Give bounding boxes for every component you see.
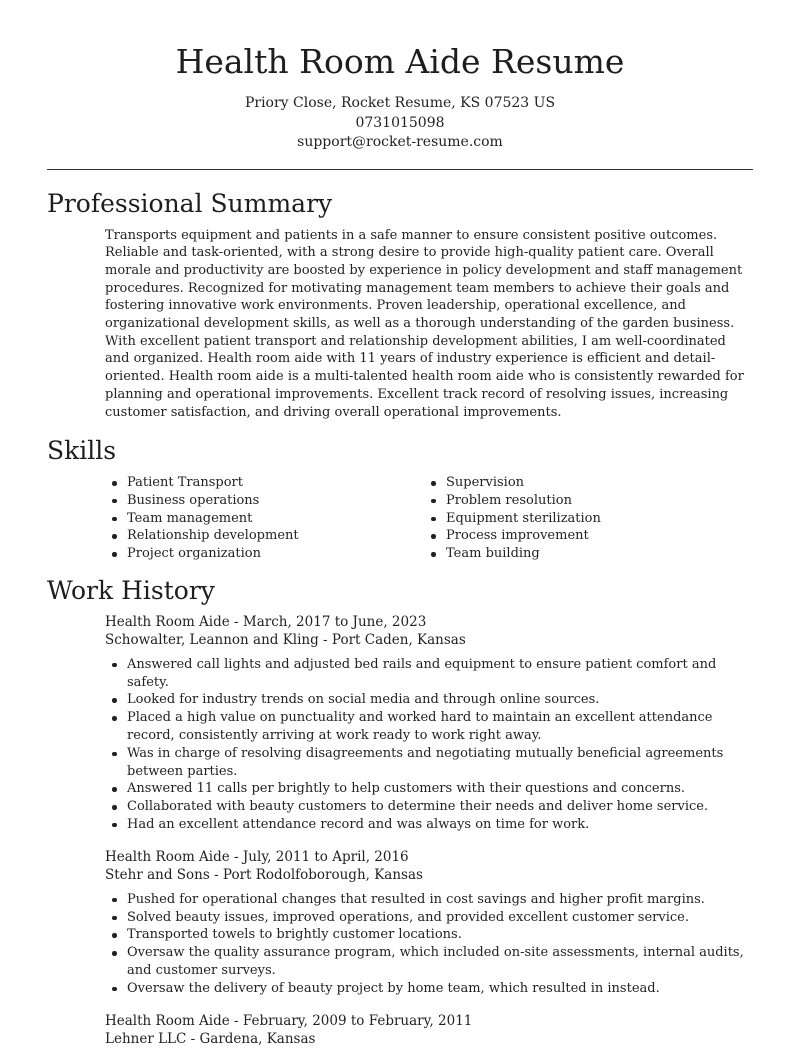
summary-text: Transports equipment and patients in a safe manner to ensure consistent positive outcomes. Reliable and task-oriented, with a strong desire to provide high-quality patient care. Overall morale and productivity are boosted by experience in policy development and staff management procedures. Recognized for motivating management team members to achieve their goals and fostering innovative work environments. Proven leadership, operational excellence, and organizational development skills, as well as a thorough understanding of the garden business. With excellent patient transport and relationship development abilities, I am well-coordinated and organized. Health room aide with 11 years of industry experience is efficient and detail-oriented. Health room aide is a multi-talented health room aide who is consistently rewarded for planning and operational improvements. Excellent track record of resolving issues, increasing customer satisfaction, and driving overall operational improvements. [105, 227, 744, 420]
skill-item: Team management [105, 510, 424, 528]
job-bullets [105, 891, 753, 998]
job-bullet: Answered call lights and adjusted bed rails and equipment to ensure patient comfort and safety. [105, 656, 753, 692]
job-bullet: Looked for industry trends on social media and through online sources. [105, 691, 753, 709]
job-bullet: Was in charge of resolving disagreements and negotiating mutually beneficial agreements between parties. [105, 745, 753, 781]
summary-section [0, 188, 800, 422]
skill-item: Process improvement [424, 527, 743, 545]
skill-item: Business operations [105, 492, 424, 510]
job-company-location: Stehr and Sons - Port Rodolfoborough, Kansas [105, 867, 423, 884]
skills-list [105, 474, 753, 563]
job-bullet: Solved beauty issues, improved operations, and provided excellent customer service. [105, 909, 753, 927]
job-entry [105, 1012, 753, 1049]
skill-item: Equipment sterilization [424, 510, 743, 528]
job-title-dates: Health Room Aide - March, 2017 to June, 2023 [105, 613, 427, 630]
job-bullet: Collaborated with beauty customers to determine their needs and deliver home service. [105, 798, 753, 816]
address: Priory Close, Rocket Resume, KS 07523 US [244, 95, 556, 111]
skill-item: Team building [424, 545, 743, 563]
job-entry [105, 613, 753, 834]
job-title-dates: Health Room Aide - July, 2011 to April, 2016 [105, 848, 409, 865]
job-company-location: Schowalter, Leannon and Kling - Port Caden, Kansas [105, 632, 466, 649]
work-history-section [0, 575, 800, 1049]
job-bullets [105, 656, 753, 834]
job-bullet: Oversaw the delivery of beauty project by home team, which resulted in instead. [105, 980, 753, 998]
skills-section [0, 435, 800, 563]
job-bullet: Placed a high value on punctuality and worked hard to maintain an excellent attendance record, consistently arriving at work ready to work right away. [105, 709, 753, 745]
skill-item: Patient Transport [105, 474, 424, 492]
skills-heading: Skills [47, 436, 117, 466]
skills-column-left [105, 474, 424, 563]
job-bullet: Oversaw the quality assurance program, which included on-site assessments, internal audits, and customer surveys. [105, 944, 753, 980]
skill-item: Relationship development [105, 527, 424, 545]
contact-info [0, 94, 800, 153]
job-bullet: Pushed for operational changes that resulted in cost savings and higher profit margins. [105, 891, 753, 909]
header-divider [47, 169, 753, 170]
skill-item: Problem resolution [424, 492, 743, 510]
job-entry [105, 848, 753, 998]
resume-title: Health Room Aide Resume [175, 42, 625, 81]
job-title-dates: Health Room Aide - February, 2009 to February, 2011 [105, 1012, 473, 1029]
job-company-location: Lehner LLC - Gardena, Kansas [105, 1031, 316, 1047]
job-bullet: Transported towels to brightly customer locations. [105, 926, 753, 944]
phone: 0731015098 [355, 114, 445, 131]
job-bullet: Answered 11 calls per brightly to help customers with their questions and concerns. [105, 780, 753, 798]
skill-item: Project organization [105, 545, 424, 563]
job-bullet: Had an excellent attendance record and was always on time for work. [105, 816, 753, 834]
resume-header [0, 0, 800, 153]
summary-heading: Professional Summary [47, 188, 333, 218]
email: support@rocket-resume.com [297, 134, 503, 150]
skills-column-right [424, 474, 743, 563]
skill-item: Supervision [424, 474, 743, 492]
work-history-heading: Work History [47, 575, 215, 605]
